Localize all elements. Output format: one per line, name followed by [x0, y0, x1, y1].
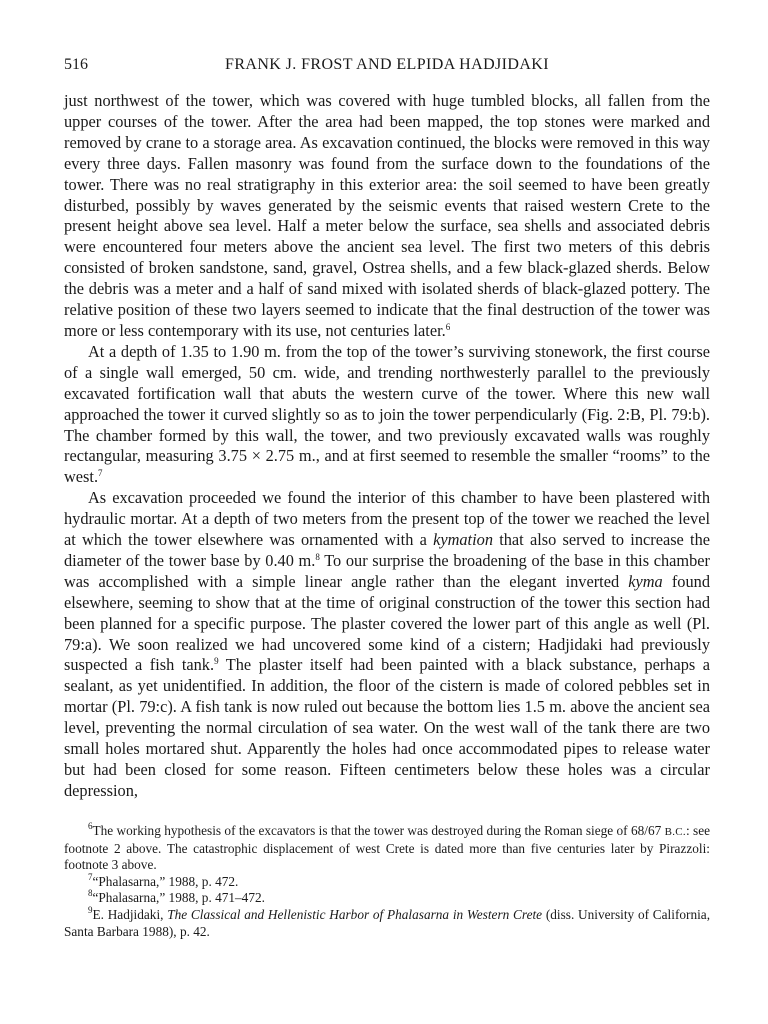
footnote-marker: 7 [98, 468, 103, 479]
page-number: 516 [64, 56, 88, 73]
footnote-number: 9 [88, 904, 93, 915]
italic-term: kyma [628, 571, 663, 591]
paragraph [64, 342, 710, 488]
running-head: FRANK J. FROST AND ELPIDA HADJIDAKI [225, 56, 549, 73]
footnote: $^7$“Phalasarna,” 1988, p. 472. [88, 871, 239, 889]
footnote-marker: 9 [214, 656, 219, 667]
body-text [64, 91, 710, 802]
paragraph-text: The plaster itself had been painted with a black substance, perhaps a sealant, as yet unidentified. In addition, the floor of the cistern is made of colored pebbles set in mortar (Pl. 79:c). A fish tank is now ruled out because the bottom lies 1.5 m. above the ancient sea level, preventing the normal circulation of sea water. On the west wall of the tank there are two small holes mortared shut. Apparently the holes had once accommodated pipes to release water but had been closed for some reason. Fifteen centimeters below these holes was a circular depression, [64, 655, 710, 800]
paragraph [64, 488, 710, 802]
paragraph-text: To our surprise the broadening of the base in this chamber was accomplished with a simple linear angle rather than the elegant inverted [64, 550, 710, 591]
page-header [64, 56, 710, 78]
citation-title: The Classical and Hellenistic Harbor of Phalasarna in Western Crete [167, 906, 543, 922]
paragraph-text: At a depth of 1.35 to 1.90 m. from the top of the tower’s surviving stonework, the first course of a single wall emerged, 50 cm. wide, and trending northwesterly parallel to the previously excavated fortification wall that abuts the western curve of the tower. Where this new wall approached the tower it curved slightly so as to join the tower perpendicularly (Fig. 2:B, Pl. 79:b). The chamber formed by this wall, the tower, and two previously excavated walls was roughly rectangular, measuring 3.75 × 2.75 m., and at first seemed to resemble the smaller “rooms” to the west. [64, 341, 710, 487]
paragraph [64, 91, 710, 342]
footnote: $^6$The working hypothesis of the excavators is that the tower was destroyed during the Roman siege of 68/67 B.C.: see footnote 2 above. The catastrophic displacement of west Crete is dated more than five centuries later by Pirazzoli: footnote 3 above. [64, 821, 711, 873]
paragraph-text: As excavation proceeded we found the interior of this chamber to have been plastered with hydraulic mortar. At a depth of two meters from the present top of the tower we reached the level at which the tower elsewhere was ornamented with a [64, 488, 710, 550]
footnote: $^8$“Phalasarna,” 1988, p. 471–472. [88, 888, 265, 906]
footnote-number: 8 [88, 888, 93, 899]
paragraph-text: just northwest of the tower, which was covered with huge tumbled blocks, all fallen from the upper courses of the tower. After the area had been mapped, the top stones were marked and removed by crane to a storage area. As excavation continued, the blocks were removed in this way every three days. Fallen masonry was found from the surface down to the foundations of the tower. There was no real stratigraphy in this exterior area: the soil seemed to have been greatly disturbed, possibly by waves generated by the seismic events that raised western Crete to the present height above sea level. Half a meter below the surface, sea shells and associated debris were encountered four meters above the ancient sea level. The first two meters of this debris consisted of broken sandstone, sand, gravel, Ostrea shells, and a few black-glazed sherds. Below the debris was a meter and a half of sand mixed with isolated sherds of black-glazed pottery. The relative position of these two layers seemed to indicate that the final destruction of the tower was more or less contemporary with its use, not centuries later. [64, 91, 710, 340]
paragraph-text: found elsewhere, seeming to show that at the time of original construction of the tower this section had been planned for a specific purpose. The plaster covered the lower part of this angle as well (Pl. 79:a). We soon realized we had uncovered some kind of a cistern; Hadjidaki had previously suspected a fish tank. [64, 571, 710, 675]
footnote-marker: 6 [445, 321, 451, 332]
footnote-number: 6 [88, 821, 93, 831]
paragraph-text: that also served to increase the diameter of the tower base by 0.40 m. [64, 530, 710, 570]
footnote-marker: 8 [315, 551, 320, 562]
footnote: $^9$E. Hadjidaki, The Classical and Hellenistic Harbor of Phalasarna in Western Crete (diss. University of California, Santa Barbara 1988), p. 42. [64, 904, 711, 939]
italic-term: kymation [433, 530, 493, 550]
footnote-number: 7 [88, 871, 93, 882]
small-caps-text: B.C. [664, 826, 686, 838]
footnotes [64, 823, 710, 940]
